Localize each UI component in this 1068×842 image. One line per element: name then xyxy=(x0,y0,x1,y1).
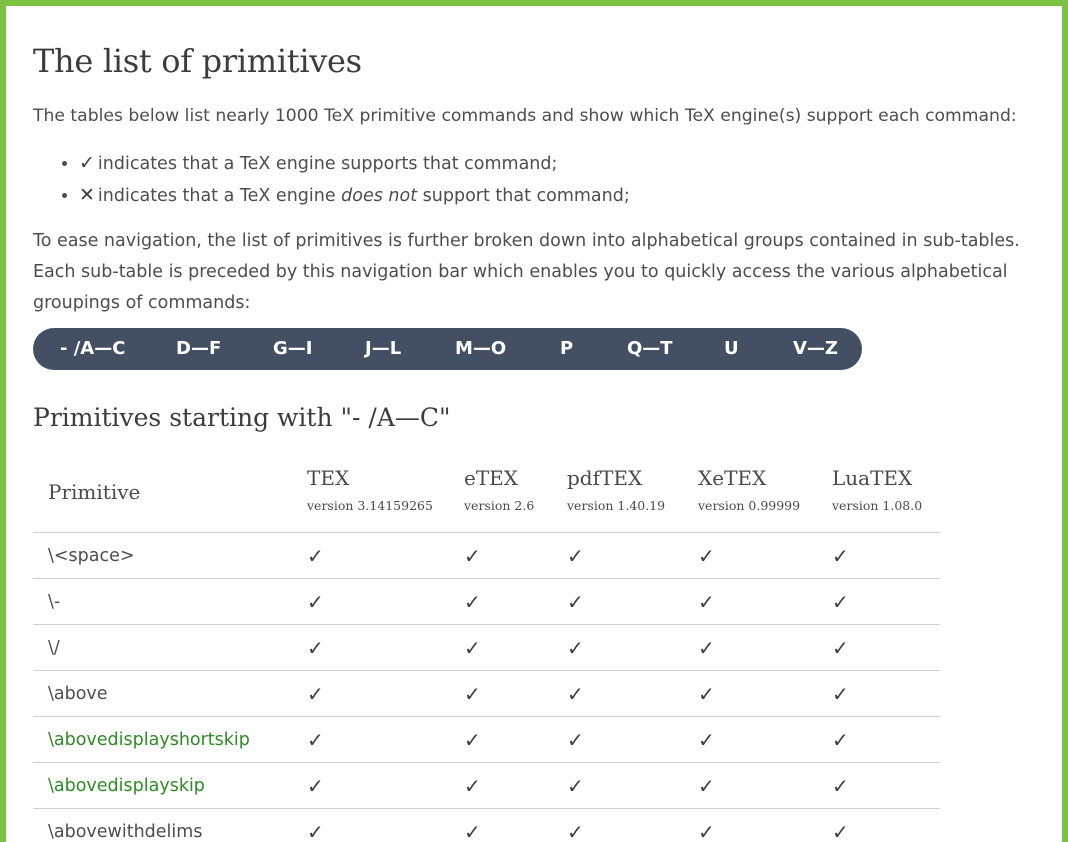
check-icon: ✓ xyxy=(567,717,698,763)
check-icon: ✓ xyxy=(307,671,464,717)
check-icon: ✓ xyxy=(698,533,832,579)
cross-icon: ✕ xyxy=(79,184,95,206)
engine-column-header: XeTEX version 0.99999 xyxy=(698,452,832,533)
primitive-name: \- xyxy=(33,579,307,625)
nav-link-p[interactable]: P xyxy=(560,338,574,359)
primitive-link[interactable]: \abovedisplayshortskip xyxy=(33,717,307,763)
check-icon: ✓ xyxy=(698,717,832,763)
table-row xyxy=(33,763,940,809)
table-row xyxy=(33,717,940,763)
check-icon: ✓ xyxy=(307,763,464,809)
check-icon: ✓ xyxy=(832,625,940,671)
table-row xyxy=(33,809,940,842)
check-icon: ✓ xyxy=(464,809,567,842)
legend-list xyxy=(33,148,630,212)
primitive-name: \abovewithdelims xyxy=(33,809,307,842)
check-icon: ✓ xyxy=(464,717,567,763)
check-icon: ✓ xyxy=(79,152,95,174)
check-icon: ✓ xyxy=(307,579,464,625)
table-row xyxy=(33,533,940,579)
check-icon: ✓ xyxy=(567,533,698,579)
engine-column-header: TEX version 3.14159265 xyxy=(307,452,464,533)
nav-link-u[interactable]: U xyxy=(724,338,739,359)
check-icon: ✓ xyxy=(464,625,567,671)
check-icon: ✓ xyxy=(832,763,940,809)
check-icon: ✓ xyxy=(307,533,464,579)
check-icon: ✓ xyxy=(698,625,832,671)
check-icon: ✓ xyxy=(698,671,832,717)
table-row xyxy=(33,671,940,717)
check-icon: ✓ xyxy=(698,763,832,809)
check-icon: ✓ xyxy=(464,671,567,717)
primitive-name: \<space> xyxy=(33,533,307,579)
nav-link-v-z[interactable]: V—Z xyxy=(793,338,838,359)
nav-link-d-f[interactable]: D—F xyxy=(176,338,222,359)
engine-column-header: eTEX version 2.6 xyxy=(464,452,567,533)
engine-column-header: pdfTEX version 1.40.19 xyxy=(567,452,698,533)
table-row xyxy=(33,625,940,671)
table-header-row xyxy=(33,452,940,533)
nav-link-q-t[interactable]: Q—T xyxy=(627,338,673,359)
check-icon: ✓ xyxy=(698,809,832,842)
table-row xyxy=(33,579,940,625)
legend-item-unsupported: • ✕ indicates that a TeX engine does not support that command; xyxy=(79,180,630,212)
check-icon: ✓ xyxy=(567,671,698,717)
check-icon: ✓ xyxy=(464,579,567,625)
check-icon: ✓ xyxy=(307,625,464,671)
check-icon: ✓ xyxy=(567,809,698,842)
check-icon: ✓ xyxy=(832,579,940,625)
check-icon: ✓ xyxy=(567,763,698,809)
check-icon: ✓ xyxy=(464,533,567,579)
nav-link-m-o[interactable]: M—O xyxy=(455,338,507,359)
check-icon: ✓ xyxy=(698,579,832,625)
intro-text: The tables below list nearly 1000 TeX primitive commands and show which TeX engine(s) support each command: xyxy=(33,106,1017,126)
primitive-name: \/ xyxy=(33,625,307,671)
check-icon: ✓ xyxy=(464,763,567,809)
navigation-description: To ease navigation, the list of primitives is further broken down into alphabetical groups contained in sub-tables. Each sub-table is preceded by this navigation bar which enables you to quickly access the various alphabetical groupings of commands: xyxy=(33,231,1020,313)
nav-link-g-i[interactable]: G—I xyxy=(273,338,313,359)
check-icon: ✓ xyxy=(832,809,940,842)
check-icon: ✓ xyxy=(307,809,464,842)
check-icon: ✓ xyxy=(832,533,940,579)
section-title: Primitives starting with "- /A—C" xyxy=(33,403,451,432)
nav-link-a-c[interactable]: - /A—C xyxy=(60,338,126,359)
legend-item-supported: • ✓ indicates that a TeX engine supports that command; xyxy=(79,148,630,180)
primitives-table xyxy=(33,452,940,842)
check-icon: ✓ xyxy=(567,579,698,625)
engine-column-header: LuaTEX version 1.08.0 xyxy=(832,452,940,533)
check-icon: ✓ xyxy=(307,717,464,763)
primitive-name: \above xyxy=(33,671,307,717)
check-icon: ✓ xyxy=(567,625,698,671)
check-icon: ✓ xyxy=(832,717,940,763)
alphabet-navbar xyxy=(33,328,862,370)
nav-link-j-l[interactable]: J—L xyxy=(365,338,402,359)
primitive-column-header: Primitive xyxy=(33,452,307,533)
primitive-link[interactable]: \abovedisplayskip xyxy=(33,763,307,809)
page-title: The list of primitives xyxy=(33,42,362,80)
check-icon: ✓ xyxy=(832,671,940,717)
